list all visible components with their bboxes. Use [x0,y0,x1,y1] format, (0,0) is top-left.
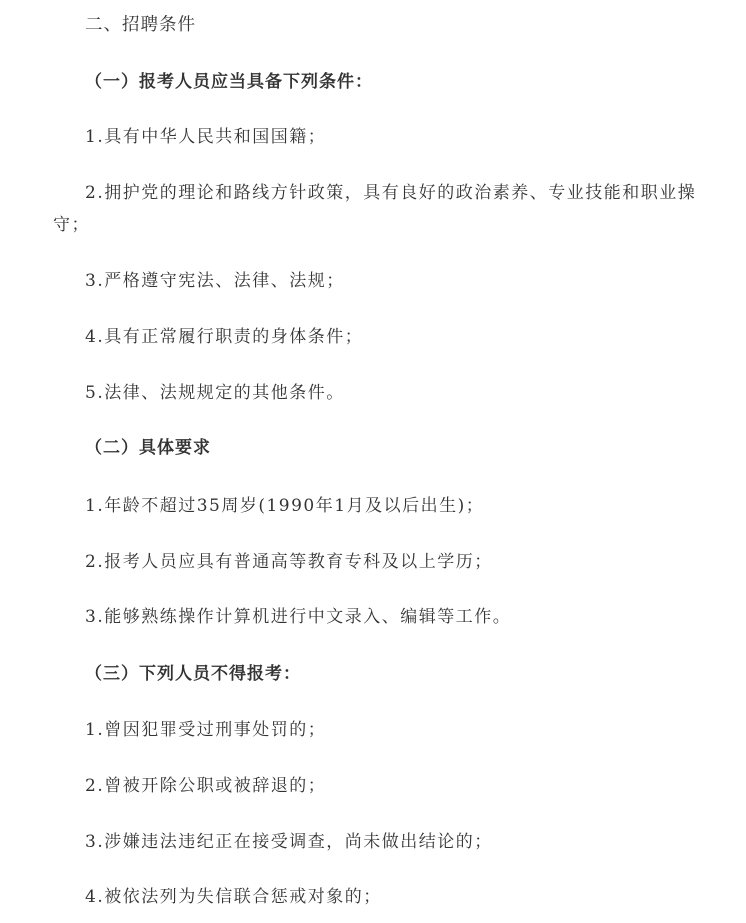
part1-item-5: 5.法律、法规规定的其他条件。 [85,383,345,403]
part1-item-1: 1.具有中华人民共和国国籍； [85,127,327,147]
section-title: 二、招聘条件 [85,15,196,35]
part3-item-4: 4.被依法列为失信联合惩戒对象的； [85,887,382,907]
part1-item-2: 2.拥护党的理论和路线方针政策，具有良好的政治素养、专业技能和职业操守； [53,183,697,235]
part2-heading: （二）具体要求 [85,438,211,458]
part1-item-4: 4.具有正常履行职责的身体条件； [85,327,364,347]
part3-heading: （三）下列人员不得报考： [85,664,301,684]
part1-heading: （一）报考人员应当具备下列条件： [85,72,373,92]
part2-item-3: 3.能够熟练操作计算机进行中文录入、编辑等工作。 [85,607,512,627]
part3-item-3: 3.涉嫌违法违纪正在接受调查，尚未做出结论的； [85,832,493,852]
part3-item-2: 2.曾被开除公职或被辞退的； [85,776,327,796]
part3-item-1: 1.曾因犯罪受过刑事处罚的； [85,720,327,740]
part2-item-2: 2.报考人员应具有普通高等教育专科及以上学历； [85,552,493,572]
part1-item-3: 3.严格遵守宪法、法律、法规； [85,271,345,291]
part2-item-1: 1.年龄不超过35周岁(1990年1月及以后出生)； [85,496,485,516]
